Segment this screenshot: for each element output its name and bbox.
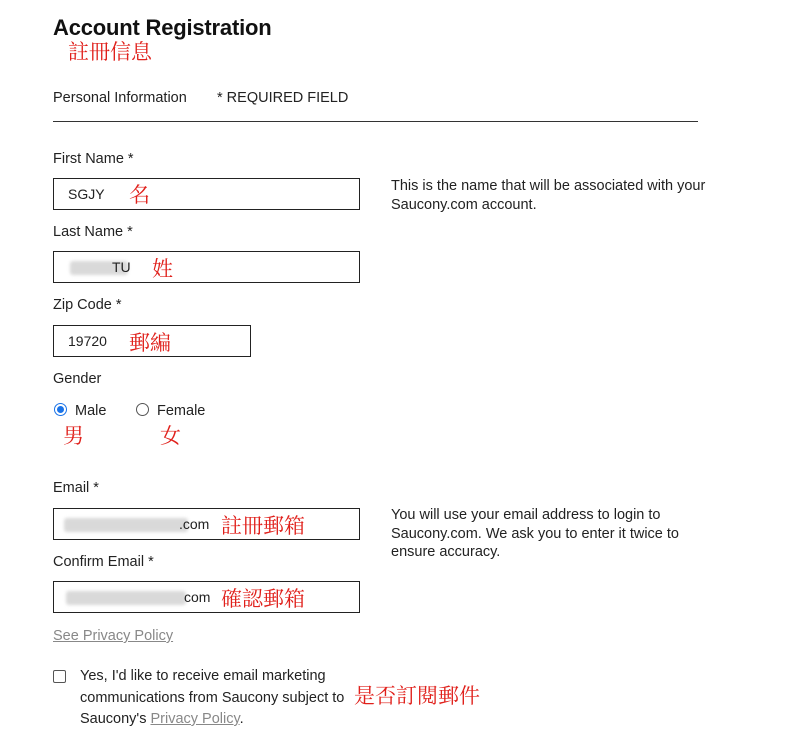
confirm-email-input[interactable] (53, 581, 360, 613)
privacy-policy-link[interactable]: See Privacy Policy (53, 628, 174, 644)
email-value: .com (179, 516, 210, 532)
confirm-email-value: com (184, 589, 211, 605)
redacted-blur (64, 518, 188, 532)
title-annotation: 註冊信息 (68, 40, 152, 64)
male-annotation: 男 (63, 424, 84, 448)
email-label: Email * (53, 480, 99, 496)
first-name-annotation: 名 (129, 183, 150, 207)
first-name-label: First Name * (53, 151, 134, 167)
marketing-consent-text (80, 666, 360, 731)
page-title: Account Registration (53, 15, 272, 40)
last-name-input[interactable] (53, 251, 360, 283)
last-name-annotation: 姓 (152, 257, 173, 281)
first-name-value: SGJY (68, 186, 105, 202)
last-name-value: TU (112, 259, 131, 275)
zip-code-label: Zip Code * (53, 297, 122, 313)
marketing-checkbox[interactable] (53, 670, 66, 683)
gender-male-radio[interactable] (54, 403, 67, 416)
marketing-annotation: 是否訂閱郵件 (354, 684, 480, 708)
email-help-text: You will use your email address to login to Saucony.com. We ask you to enter it twice to ensure accuracy. (391, 507, 679, 560)
confirm-email-label: Confirm Email * (53, 554, 154, 570)
section-heading: Personal Information (53, 90, 187, 106)
first-name-input[interactable] (53, 178, 360, 210)
zip-code-value: 19720 (68, 333, 107, 349)
gender-male-label[interactable]: Male (75, 403, 107, 419)
gender-female-radio[interactable] (136, 403, 149, 416)
gender-label: Gender (53, 371, 102, 387)
marketing-consent-body: Yes, I'd like to receive email marketing communications from Saucony subject to Saucony's (80, 668, 345, 727)
redacted-blur (66, 591, 186, 605)
marketing-consent-period: . (239, 711, 244, 727)
female-annotation: 女 (160, 424, 181, 448)
section-divider (53, 121, 698, 122)
name-help-text: This is the name that will be associated with your Saucony.com account. (391, 178, 706, 213)
gender-female-label[interactable]: Female (157, 403, 206, 419)
zip-code-annotation: 郵編 (129, 331, 171, 355)
last-name-label: Last Name * (53, 224, 133, 240)
required-field-note: * REQUIRED FIELD (217, 90, 349, 106)
email-annotation: 註冊郵箱 (221, 514, 305, 538)
consent-privacy-policy-link[interactable]: Privacy Policy (150, 711, 240, 727)
email-input[interactable] (53, 508, 360, 540)
confirm-email-annotation: 確認郵箱 (221, 587, 305, 611)
